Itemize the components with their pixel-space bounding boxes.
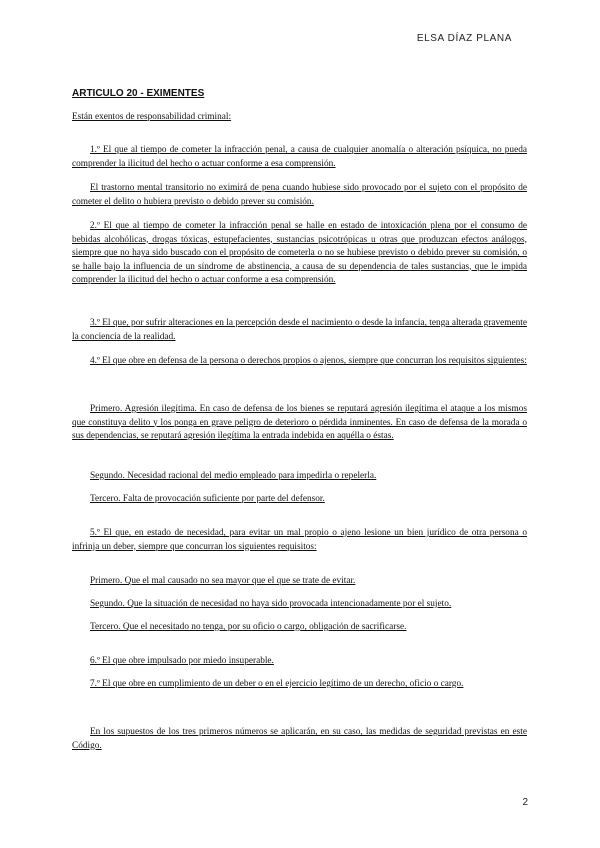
paragraph-5: 4.º El que obre en defensa de la persona o derechos propios o ajenos, siempre que concurran los requisitos siguientes: bbox=[90, 356, 527, 366]
paragraph-3: 2.º El que al tiempo de cometer la infracción penal se halle en estado de intoxicación plena por el consumo de bebidas alcohólicas, drogas tóxicas, estupefacientes, sustancias psicotrópicas u otras que produzcan efectos análogos, siempre que no haya sido buscado con el propósito de cometerla o no se hubiese previsto o debido prever su comisión, o se halle bajo la influencia de un síndrome de abstinencia, a causa de su dependencia de tales sustancias, que le impida comprender la ilicitud del hecho o actuar conforme a esa comprensión. bbox=[72, 221, 527, 285]
paragraph-12: Tercero. Que el necesitado no tenga, por su oficio o cargo, obligación de sacrificarse. bbox=[90, 622, 407, 632]
paragraph-2: El trastorno mental transitorio no eximirá de pena cuando hubiese sido provocado por el sujeto con el propósito de cometer el delito o hubiera previsto o debido prever su comisión. bbox=[72, 183, 527, 207]
paragraph-13: 6.º El que obre impulsado por miedo insuperable. bbox=[90, 656, 274, 666]
paragraph-11: Segundo. Que la situación de necesidad no haya sido provocada intencionadamente por el sujeto. bbox=[90, 599, 452, 609]
paragraph-7: Segundo. Necesidad racional del medio empleado para impedirla o repelerla. bbox=[90, 471, 377, 481]
paragraph-10: Primero. Que el mal causado no sea mayor que el que se trate de evitar. bbox=[90, 576, 356, 586]
paragraph-1: 1.º El que al tiempo de cometer la infracción penal, a causa de cualquier anomalía o alteración psíquica, no pueda comprender la ilicitud del hecho o actuar conforme a esa comprensión. bbox=[72, 145, 527, 169]
paragraph-8: Tercero. Falta de provocación suficiente por parte del defensor. bbox=[90, 494, 325, 504]
intro-text: Están exentos de responsabilidad criminal: bbox=[72, 112, 232, 122]
article-title: ARTICULO 20 - EXIMENTES bbox=[72, 88, 205, 99]
paragraph-9: 5.º El que, en estado de necesidad, para evitar un mal propio o ajeno lesione un bien jurídico de otra persona o infrinja un deber, siempre que concurran los siguientes requisitos: bbox=[72, 528, 527, 552]
paragraph-6: Primero. Agresión ilegítima. En caso de defensa de los bienes se reputará agresión ilegítima el ataque a los mismos que constituya delito y los ponga en grave peligro de deterioro o pérdida inminentes. En caso de defensa de la morada o sus dependencias, se reputará agresión ilegítima la entrada indebida en aquélla o éstas. bbox=[72, 404, 527, 441]
page-number: 2 bbox=[522, 797, 528, 808]
paragraph-15: En los supuestos de los tres primeros números se aplicarán, en su caso, las medidas de seguridad previstas en este Código. bbox=[72, 727, 527, 751]
header-author: ELSA DÍAZ PLANA bbox=[416, 33, 512, 44]
paragraph-14: 7.º El que obre en cumplimiento de un deber o en el ejercicio legítimo de un derecho, oficio o cargo. bbox=[90, 679, 464, 689]
paragraph-4: 3.º El que, por sufrir alteraciones en la percepción desde el nacimiento o desde la infancia, tenga alterada gravemente la conciencia de la realidad. bbox=[72, 318, 527, 342]
